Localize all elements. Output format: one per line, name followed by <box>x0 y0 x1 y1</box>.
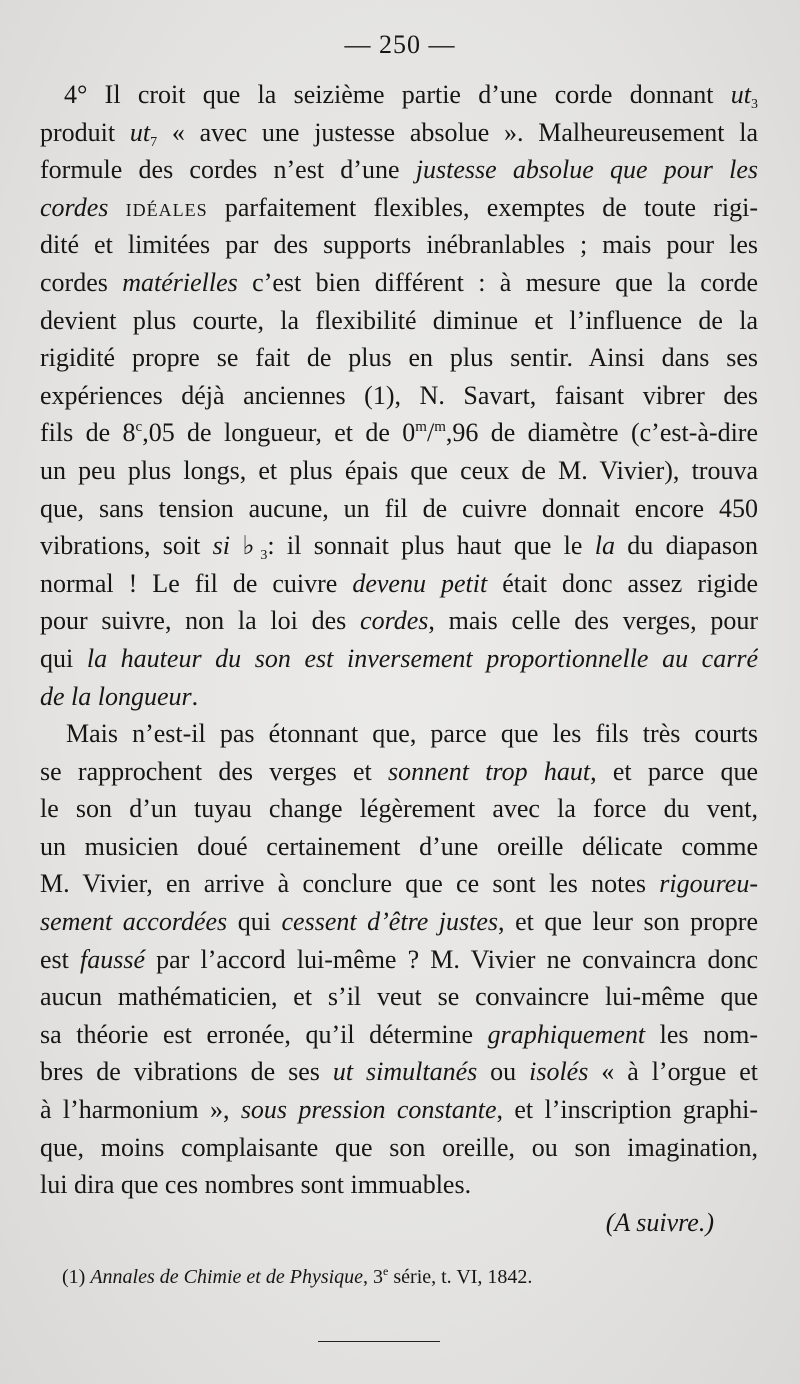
text-span: . <box>191 681 199 711</box>
text-span: ,05 de longueur, et de 0 <box>142 418 416 448</box>
text-span: à l’harmonium », <box>40 1095 241 1125</box>
text-span: était donc assez rigide <box>487 568 758 598</box>
bottom-rule <box>318 1341 440 1342</box>
note-name: ut <box>129 117 151 147</box>
text-span: se rapprochent des verges et <box>40 756 389 786</box>
text-line: un peu plus longs, et plus épais que ceux de M. Vivier), trouva <box>40 455 758 485</box>
text-span: , et que leur son propre <box>498 907 758 937</box>
text-span: : il sonnait plus haut que le <box>267 531 595 561</box>
italic-span: cessent d’être justes <box>281 907 499 937</box>
italic-span: justesse absolue que pour les <box>415 155 758 185</box>
italic-span: sement accordées <box>40 907 228 937</box>
text-span: est <box>40 944 81 974</box>
italic-span: rigoureu- <box>659 869 758 899</box>
subscript: 3 <box>260 548 268 564</box>
text-line: le son d’un tuyau change légèrement avec la force du vent, <box>40 794 758 824</box>
text-span: bres de vibrations de ses <box>40 1057 333 1087</box>
text-span: ou <box>477 1057 530 1087</box>
text-span: ,96 de diamètre (c’est-à-dire <box>445 418 758 448</box>
italic-span: devenu petit <box>352 568 488 598</box>
text-line: un musicien doué certainement d’une oreille délicate comme <box>40 831 758 861</box>
flat-symbol: ♭ <box>230 531 261 561</box>
italic-span: de la longueur <box>40 681 192 711</box>
italic-span: cordes <box>360 606 429 636</box>
text-span: cordes <box>40 267 123 297</box>
text-span: , mais celle des verges, pour <box>428 606 758 636</box>
text-span: qui <box>40 643 87 673</box>
text-line <box>40 678 758 716</box>
text-span: 4° Il croit que la seizième partie d’une corde donnant <box>64 80 731 109</box>
italic-span: graphiquement <box>487 1019 646 1049</box>
text-span: M. Vivier, en arrive à conclure que ce sont les notes <box>40 869 660 899</box>
note-name: la <box>594 531 615 561</box>
text-span: du diapason <box>614 531 758 561</box>
italic-span: sous pression constante <box>240 1095 497 1125</box>
text-line <box>40 1053 758 1091</box>
italic-span: cordes <box>40 192 109 222</box>
footnote-marker: (1) <box>62 1266 91 1288</box>
subscript: 7 <box>150 134 158 150</box>
text-line: devient plus courte, la flexibilité diminue et l’influence de la <box>40 305 758 335</box>
text-span: « à l’orgue et <box>588 1057 758 1087</box>
text-span: , et l’inscription graphi- <box>496 1095 758 1125</box>
text-line: que, moins complaisante que son oreille, ou son imagination, <box>40 1132 758 1162</box>
text-line <box>40 941 758 979</box>
note-name: si <box>212 531 231 561</box>
text-line: rigidité propre se fait de plus en plus sentir. Ainsi dans ses <box>40 343 758 373</box>
text-span: par l’accord lui-même ? M. Vivier ne convaincra donc <box>145 944 758 974</box>
to-be-continued: (A suivre.) <box>605 1207 714 1237</box>
text-line <box>40 640 758 678</box>
text-span: pour suivre, non la loi des <box>40 606 361 636</box>
superscript: e <box>383 1264 389 1278</box>
text-span: « avec une justesse absolue ». Malheureusement la <box>157 117 758 147</box>
italic-span: matérielles <box>122 267 238 297</box>
text-line <box>40 1016 758 1054</box>
text-span: parfaitement flexibles, exemptes de toute rigi- <box>207 192 758 222</box>
text-span: formule des cordes n’est d’une <box>40 155 416 185</box>
body-text <box>40 76 758 1241</box>
text-line: expériences déjà anciennes (1), N. Savart, faisant vibrer des <box>40 380 758 410</box>
text-span: c’est bien différent : à mesure que la corde <box>237 267 758 297</box>
text-line <box>40 903 758 941</box>
italic-span: faussé <box>80 944 146 974</box>
text-span: fils de 8 <box>40 418 136 448</box>
small-caps-span: idéales <box>125 192 208 222</box>
text-line: lui dira que ces nombres sont immuables. <box>40 1170 472 1200</box>
text-span: vibrations, soit <box>40 531 213 561</box>
text-line: dité et limitées par des supports inébranlables ; mais pour les <box>40 230 758 260</box>
footnote-text: série, t. VI, 1842. <box>388 1266 533 1288</box>
text-line: aucun mathématicien, et s’il veut se convaincre lui-même que <box>40 982 758 1012</box>
superscript: m <box>415 419 427 436</box>
subscript: 3 <box>751 97 758 112</box>
text-line <box>40 151 758 189</box>
page-number: — 250 — <box>344 30 456 59</box>
text-line <box>40 865 758 903</box>
italic-span: ut simultanés <box>332 1057 478 1087</box>
text-span: sa théorie est erronée, qu’il détermine <box>40 1019 488 1049</box>
text-line: Mais n’est-il pas étonnant que, parce que les fils très courts <box>66 719 758 749</box>
text-line <box>40 414 758 452</box>
italic-span: isolés <box>529 1057 589 1087</box>
footnote-text: , 3 <box>363 1266 384 1288</box>
text-line <box>40 602 758 640</box>
italic-span: la hauteur du son est inversement proportionnelle au carré <box>86 643 758 673</box>
superscript: m <box>434 419 446 436</box>
footnote <box>62 1266 762 1289</box>
text-span: , et parce que <box>590 756 758 786</box>
note-name: ut <box>730 80 751 109</box>
text-span: / <box>426 418 435 448</box>
text-line <box>40 189 758 227</box>
text-line <box>40 114 758 152</box>
text-line <box>40 527 758 565</box>
text-line <box>40 76 758 114</box>
footnote-source: Annales de Chimie et de Physique <box>90 1266 364 1288</box>
text-line <box>40 264 758 302</box>
text-line: que, sans tension aucune, un fil de cuivre donnait encore 450 <box>40 493 758 523</box>
text-span: qui <box>227 907 282 937</box>
text-line <box>40 565 758 603</box>
text-line <box>40 1091 758 1129</box>
text-span: produit <box>40 117 130 147</box>
superscript: c <box>135 419 143 436</box>
text-line <box>40 753 758 791</box>
italic-span: sonnent trop haut <box>388 756 591 786</box>
text-span: normal ! Le fil de cuivre <box>40 568 353 598</box>
text-span: les nom- <box>645 1019 758 1049</box>
